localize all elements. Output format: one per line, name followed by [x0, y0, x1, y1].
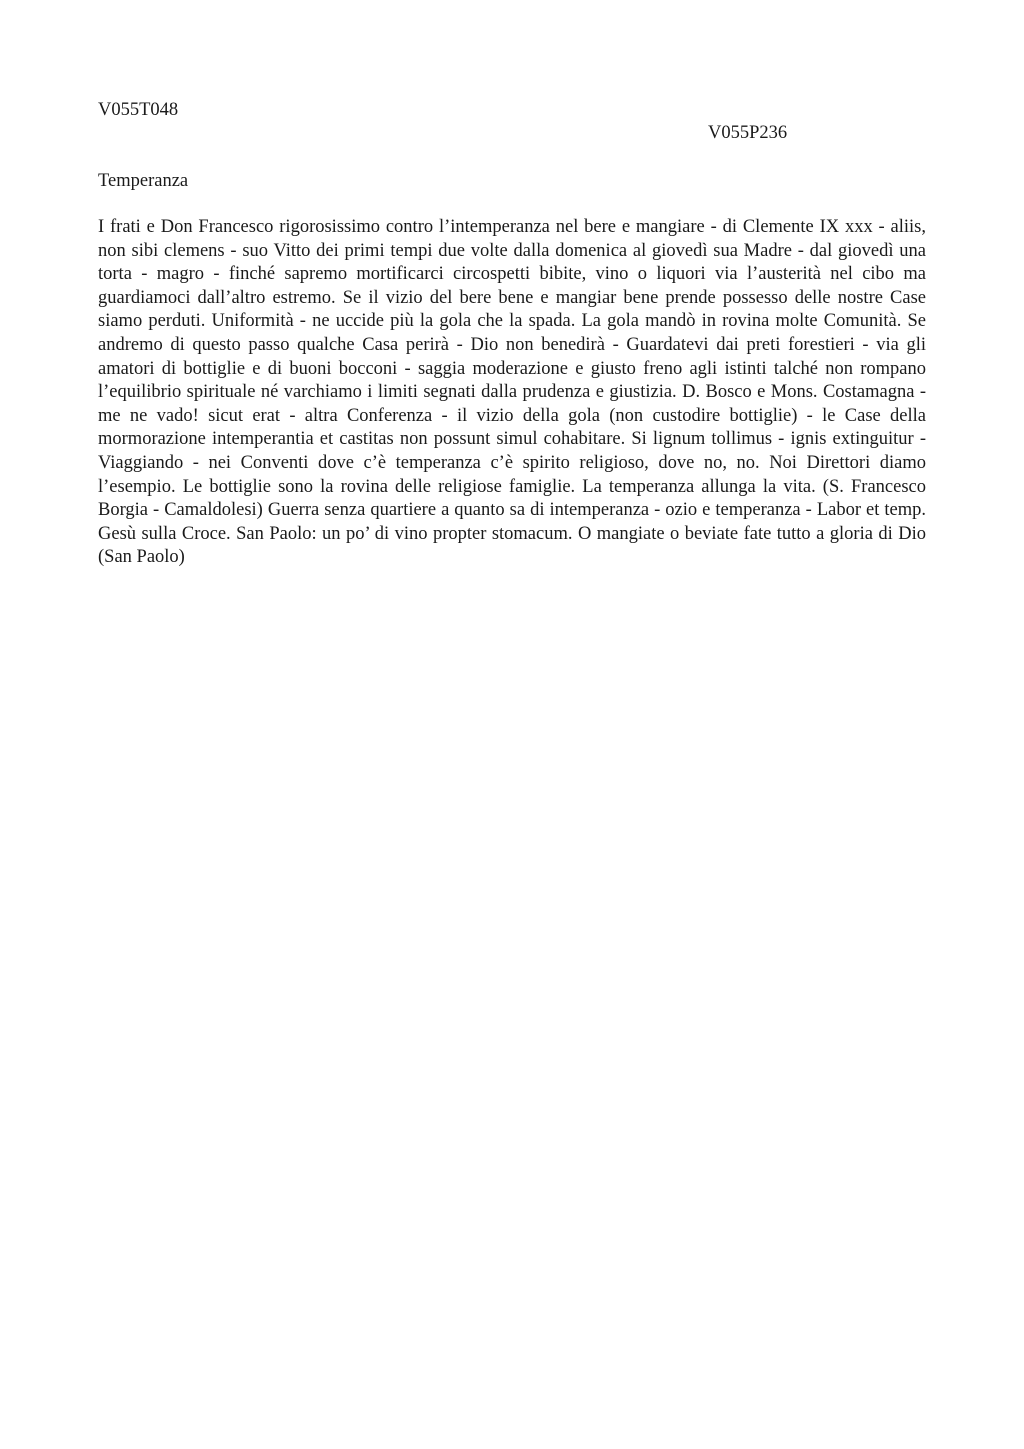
document-body-paragraph: I frati e Don Francesco rigorosissimo contro l’intemperanza nel bere e mangiare - di Clemente IX xxx - aliis, non sibi clemens - suo Vitto dei primi tempi due volte dalla domenica al giovedì sua Madre - dal giovedì una torta - magro - finché sapremo mortificarci circospetti bibite, vino o liquori via l’austerità nel cibo ma guardiamoci dall’altro estremo. Se il vizio del bere bene e mangiar bene prende possesso delle nostre Case siamo perduti. Uniformità - ne uccide più la gola che la spada. La gola mandò in rovina molte Comunità. Se andremo di questo passo qualche Casa perirà - Dio non benedirà - Guardatevi dai preti forestieri - via gli amatori di bottiglie e di buoni bocconi - saggia moderazione e giusto freno agli istinti talché non rompano l’equilibrio spirituale né varchiamo i limiti segnati dalla prudenza e giustizia. D. Bosco e Mons. Costamagna - me ne vado! sicut erat - altra Conferenza - il vizio della gola (non custodire bottiglie) - le Case della mormorazione intemperantia et castitas non possunt simul cohabitare. Si lignum tollimus - ignis extinguitur - Viaggiando - nei Conventi dove c’è temperanza c’è spirito religioso, dove no, no. Noi Direttori diamo l’esempio. Le bottiglie sono la rovina delle religiose famiglie. La temperanza allunga la vita. (S. Francesco Borgia - Camaldolesi) Guerra senza quartiere a quanto sa di intemperanza - ozio e temperanza - Labor et temp. Gesù sulla Croce. San Paolo: un po’ di vino propter stomacum. O mangiate o beviate fate tutto a gloria di Dio (San Paolo) [98, 217, 926, 568]
document-title: Temperanza [98, 171, 189, 191]
page-code: V055P236 [708, 123, 788, 143]
document-code: V055T048 [98, 100, 179, 120]
